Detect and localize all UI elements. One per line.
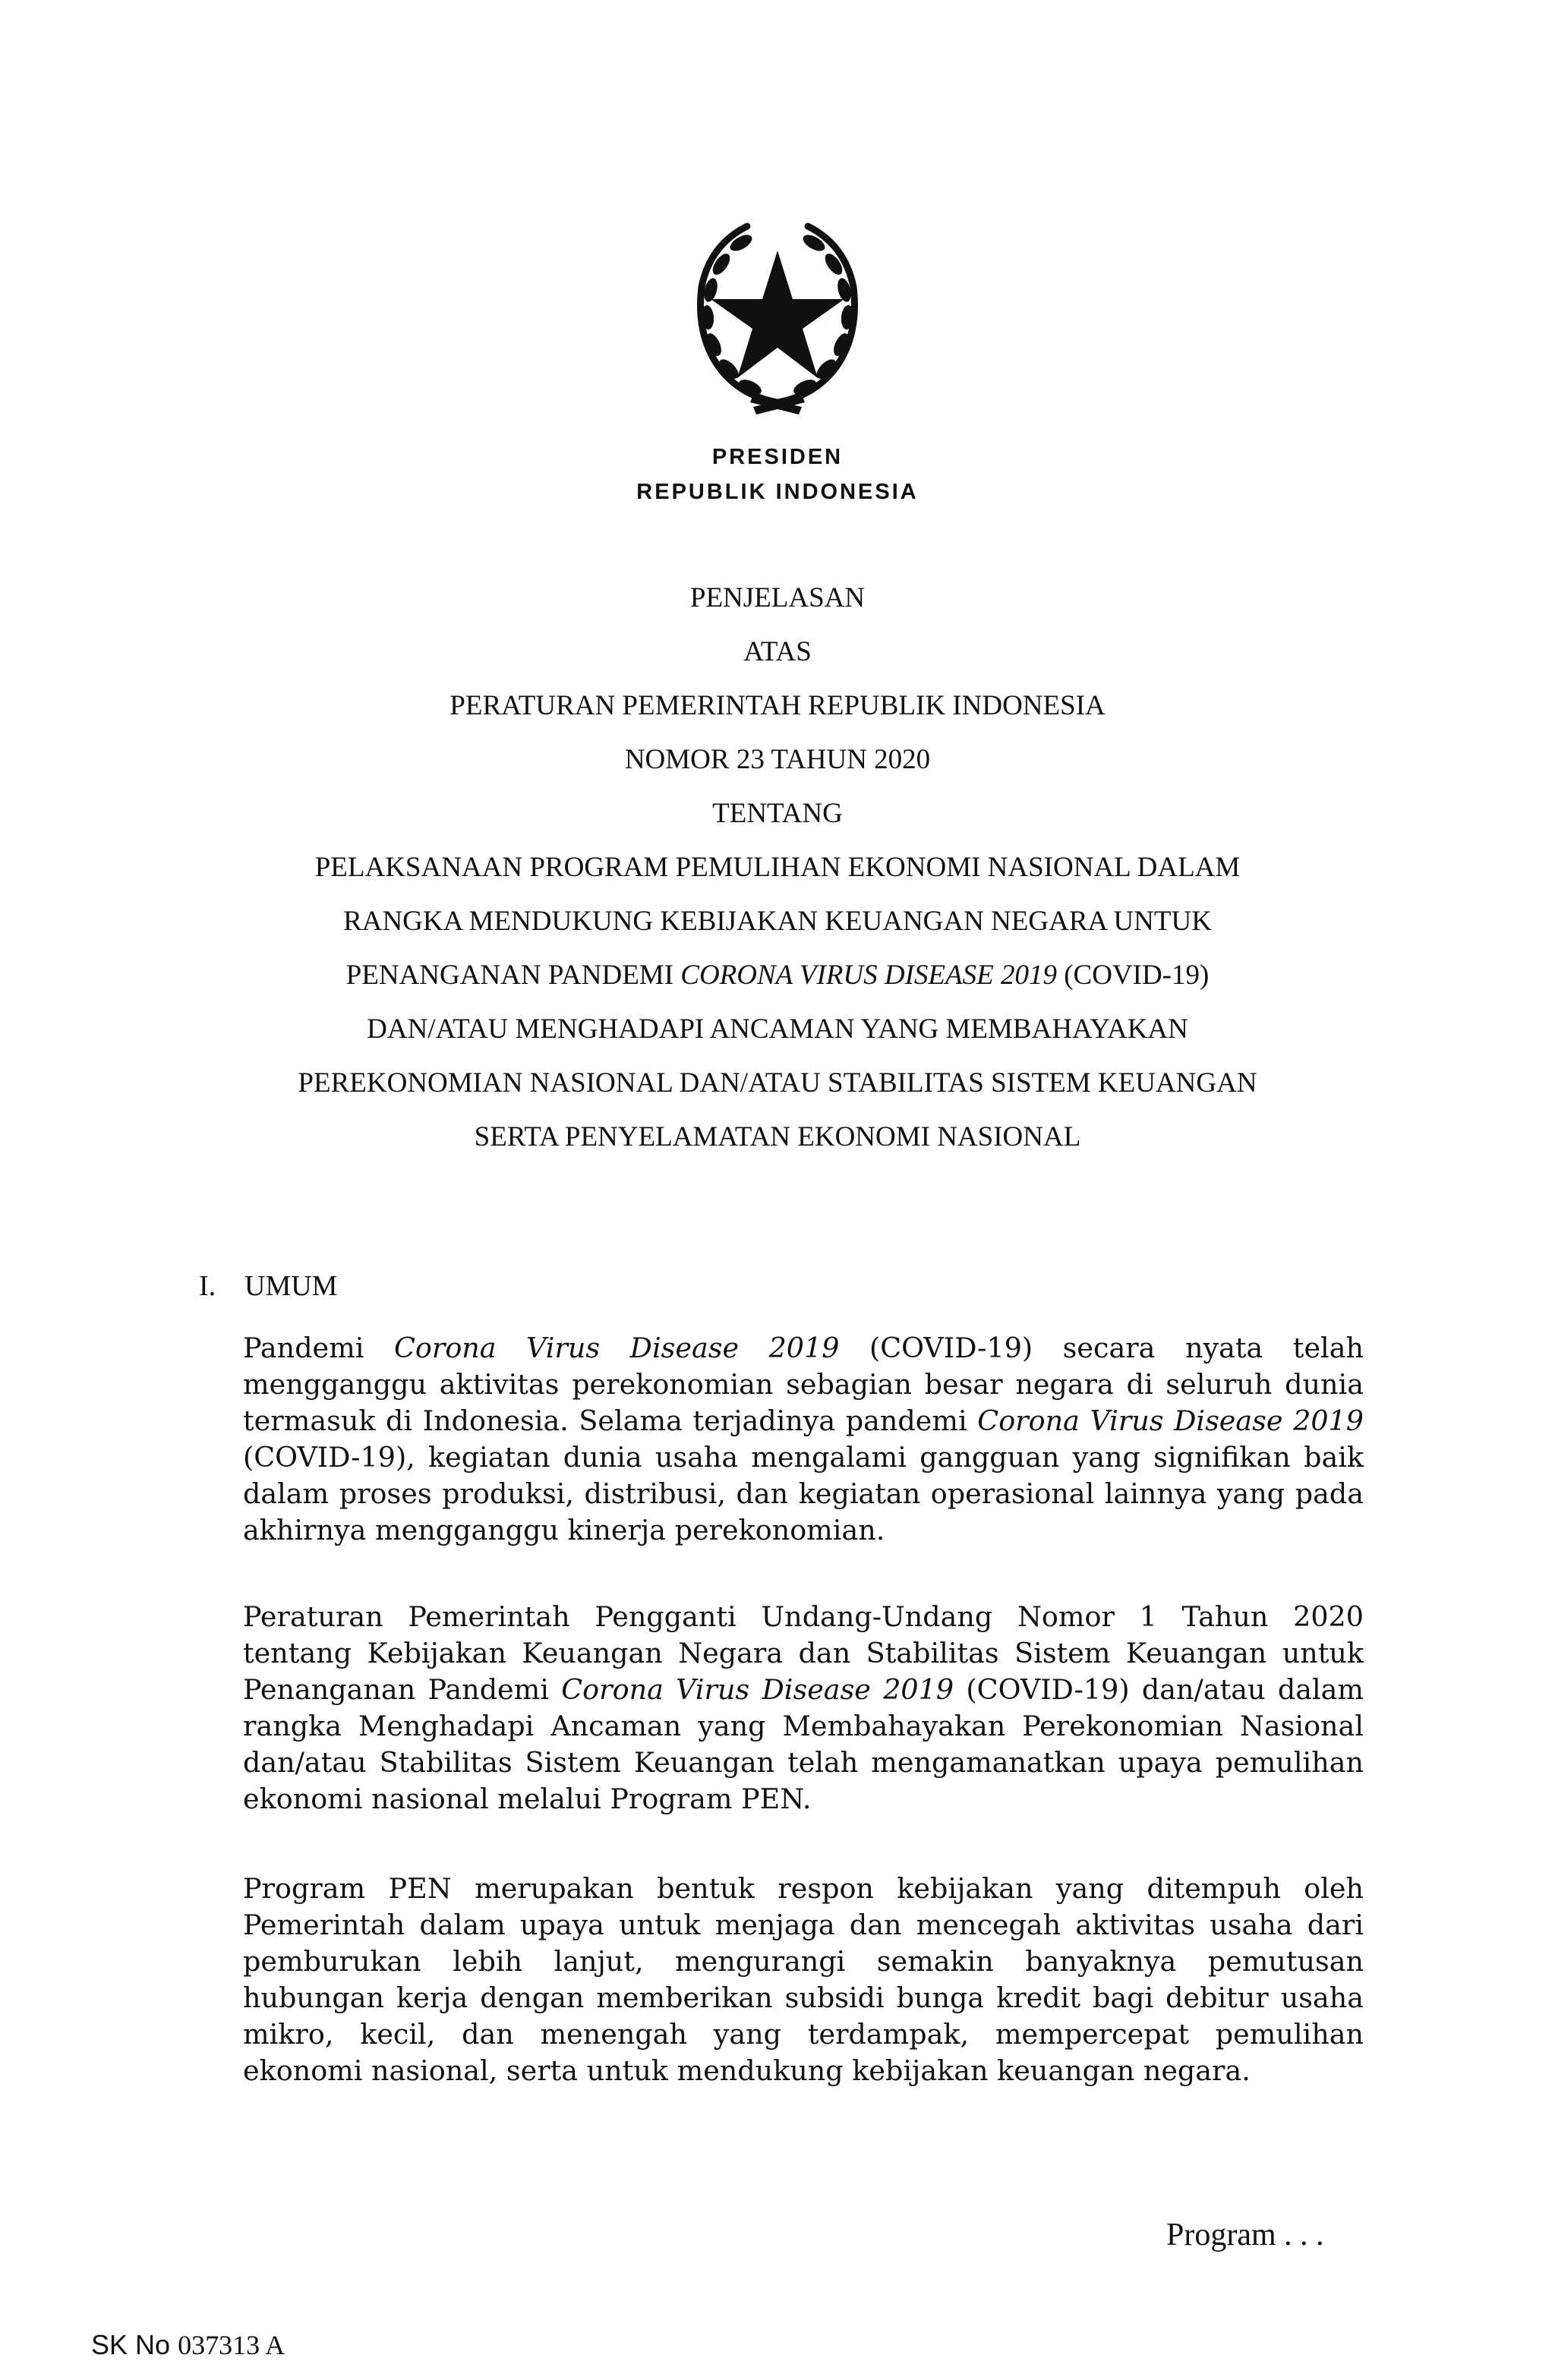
- title-line: RANGKA MENDUKUNG KEBIJAKAN KEUANGAN NEGARA UNTUK: [343, 906, 1212, 937]
- title-line: PENJELASAN: [689, 582, 866, 613]
- section-number: I.: [199, 1270, 216, 1302]
- institution-name: PRESIDEN: [711, 445, 844, 469]
- title-line: DAN/ATAU MENGHADAPI ANCAMAN YANG MEMBAHAYAKAN: [367, 1013, 1188, 1045]
- paragraph-2: Peraturan Pemerintah Pengganti Undang-Undang Nomor 1 Tahun 2020 tentang Kebijakan Keuangan Negara dan Stabilitas Sistem Keuangan untuk Penanganan Pandemi Corona Virus Disease 2019 (COVID-19) dan/atau dalam rangka Menghadapi Ancaman yang Membahayakan Perekonomian Nasional dan/atau Stabilitas Sistem Keuangan telah mengamanatkan upaya pemulihan ekonomi nasional melalui Program PEN.: [243, 1600, 1364, 1815]
- title-line: ATAS: [743, 636, 812, 667]
- institution-country: REPUBLIK INDONESIA: [636, 480, 919, 504]
- document-title: [0, 571, 1555, 1164]
- continuation-marker: Program . . .: [1166, 2218, 1324, 2252]
- paragraph-3: Program PEN merupakan bentuk respon kebijakan yang ditempuh oleh Pemerintah dalam upaya untuk menjaga dan mencegah aktivitas usaha dari pemburukan lebih lanjut, mengurangi semakin banyaknya pemutusan hubungan kerja dengan memberikan subsidi bunga kredit bagi debitur usaha mikro, kecil, dan menengah yang terdampak, mempercepat pemulihan ekonomi nasional, serta untuk mendukung kebijakan keuangan negara.: [243, 1872, 1364, 2087]
- title-line: PEREKONOMIAN NASIONAL DAN/ATAU STABILITAS SISTEM KEUANGAN: [298, 1067, 1257, 1099]
- paragraph-1: Pandemi Corona Virus Disease 2019 (COVID-19) secara nyata telah mengganggu aktivitas perekonomian sebagian besar negara di seluruh dunia termasuk di Indonesia. Selama terjadinya pandemi Corona Virus Disease 2019 (COVID-19), kegiatan dunia usaha mengalami gangguan yang signifikan baik dalam proses produksi, distribusi, dan kegiatan operasional lainnya yang pada akhirnya mengganggu kinerja perekonomian.: [243, 1332, 1364, 1546]
- title-line: PELAKSANAAN PROGRAM PEMULIHAN EKONOMI NASIONAL DALAM: [314, 852, 1241, 883]
- title-line: PENANGANAN PANDEMI CORONA VIRUS DISEASE 2019 (COVID-19): [345, 960, 1210, 991]
- garuda-star-emblem-icon: [671, 203, 884, 424]
- section-heading: UMUM: [244, 1270, 338, 1302]
- title-line: NOMOR 23 TAHUN 2020: [624, 744, 931, 775]
- title-line: PERATURAN PEMERINTAH REPUBLIK INDONESIA: [449, 690, 1106, 721]
- title-line: SERTA PENYELAMATAN EKONOMI NASIONAL: [474, 1121, 1081, 1152]
- sk-serial-number: SK No 037313 A: [91, 2329, 285, 2360]
- title-line: TENTANG: [712, 798, 843, 829]
